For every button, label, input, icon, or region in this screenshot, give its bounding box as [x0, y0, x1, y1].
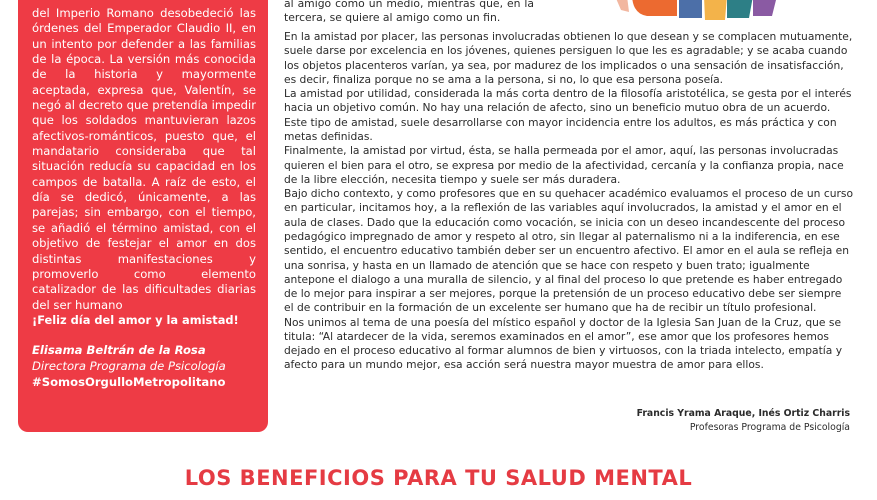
paragraph-utilidad: La amistad por utilidad, considerada la más corta dentro de la filosofía aristotélica, se gesta por el interés hacia un objetivo común. No hay una relación de afecto, sino un beneficio mutuo obra de un acuerdo. Este tipo de amistad, suele desarrollarse con mayor incidencia entre los adultos, es más práctica y con metas definidas.	[284, 87, 852, 143]
closing-line: ¡Feliz día del amor y la amistad!	[32, 312, 239, 327]
hashtag: #SomosOrgulloMetropolitano	[32, 375, 226, 390]
section-title: LOS BENEFICIOS PARA TU SALUD MENTAL	[184, 466, 693, 490]
top-line-2: tercera, se quiere al amigo como un fin.	[284, 11, 501, 24]
signature-name: Elisama Beltrán de la Rosa	[32, 343, 206, 358]
authors-block	[620, 407, 850, 435]
article-top-lines	[284, 0, 534, 25]
person-yellow-shirt	[704, 0, 727, 20]
editorial-panel	[18, 0, 268, 432]
signature-block	[32, 342, 256, 390]
person-teal-shirt	[727, 0, 753, 18]
illustration-people	[527, 0, 877, 20]
person-blue-shirt	[679, 0, 702, 18]
person-orange-shirt	[632, 0, 677, 16]
article-body	[284, 30, 854, 373]
paragraph-virtud: Finalmente, la amistad por virtud, ésta, se halla permeada por el amor, aquí, las personas involucradas quieren el bien para el otro, se expresa por medio de la afectividad, cercanía y la confianza propia, nace de la libre elección, necesita tiempo y suele ser más duradera.	[284, 144, 844, 186]
top-line-1: al amigo como un medio, mientras que, en la	[284, 0, 534, 10]
paragraph-contexto: Bajo dicho contexto, y como profesores que en su quehacer académico evaluamos el proceso de un curso en particular, incitamos hoy, a la reflexión de las variables aquí involucrados, la amistad y el amor en el aula de clases. Dado que la educación como vocación, se inicia con un deseo incandescente del proceso pedagógico impregnado de amor y respeto al otro, sin llegar al paternalismo ni a la indiferencia, en ese sentido, el encuentro educativo también deber ser un encuentro afectivo. El amor en el aula se refleja en una sonrisa, y hasta en un llamado de atención que se hace con respeto y buen trato; igualmente antepone el dialogo a una muralla de silencio, y al final del proceso lo que pretende es haber entregado de lo mejor para inspirar a ser mejores, porque la pretensión de un proceso educativo debe ser siempre el de contribuir en la formación de un excelente ser humano que ha de recibir un título profesional.	[284, 187, 853, 315]
hand-shape	[615, 0, 629, 12]
signature-role: Directora Programa de Psicología	[32, 359, 226, 374]
authors-role: Profesoras Programa de Psicología	[689, 422, 850, 433]
paragraph-poesia: Nos unimos al tema de una poesía del místico español y doctor de la Iglesia San Juan de la Cruz, que se titula: “Al atardecer de la vida, seremos examinados en el amor”, ese amor que los profesores hemos dejado en el proceso educativo al formar alumnos de bien y virtuosos, con la triada intelecto, empatía y afecto para un mundo mejor, esa acción será nuestra mayor muestra de amor para ellos.	[284, 315, 843, 372]
person-purple-shirt	[753, 0, 777, 16]
authors-names: Francis Yrama Araque, Inés Ortiz Charris	[636, 408, 850, 419]
editorial-text: del Imperio Romano desobedeció las órdenes del Emperador Claudio II, en un intento por defender a las familias de la época. La versión más conocida de la historia y mayormente aceptada, expresa que, Valentín, se negó al decreto que pretendía impedir que los soldados mantuvieran lazos afectivos-románticos, puesto que, el mandatario consideraba que tal situación reducía su capacidad en los campos de batalla. A raíz de esto, el día se dedicó, únicamente, a las parejas; sin embargo, con el tiempo, se añadió el término amistad, con el objetivo de festejar el amor en dos distintas manifestaciones y promoverlo como elemento catalizador de las dificultades diarias del ser humano	[32, 6, 256, 312]
paragraph-placer: En la amistad por placer, las personas involucradas obtienen lo que desean y se complacen mutuamente, suele darse por excelencia en los jóvenes, quienes persiguen lo que les es agradable; y se acaba cuando los objetos placenteros varían, ya sea, por madurez de los implicados o una sensación de insatisfacción, es decir, finaliza porque no se ama a la persona, si no, lo que esa persona poseía.	[284, 30, 853, 86]
